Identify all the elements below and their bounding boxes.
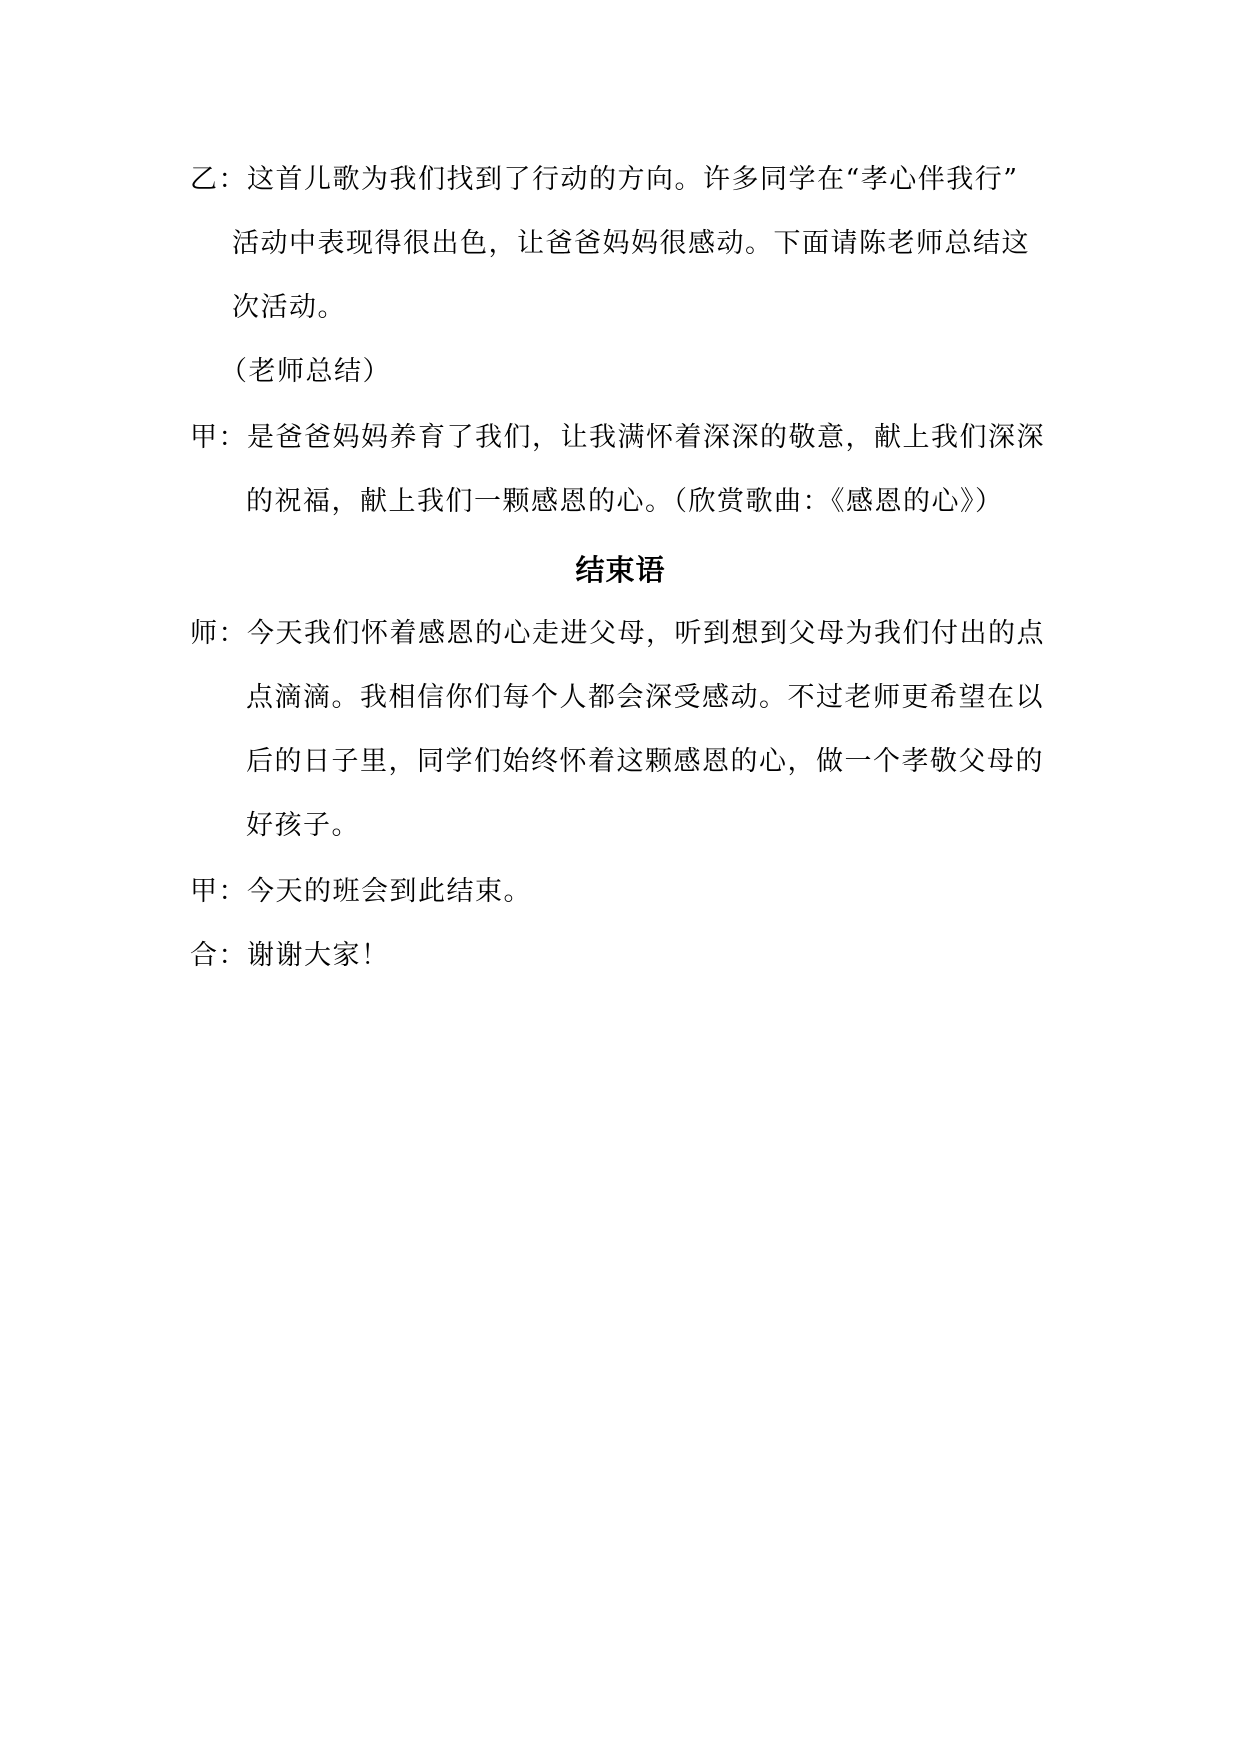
dialogue-jia-line-2: 的祝福，献上我们一颗感恩的心。（欣赏歌曲：《感恩的心》） bbox=[246, 486, 1004, 517]
dialogue-yi-line-3: 次活动。 bbox=[232, 292, 346, 323]
dialogue-jia-line-1: 甲：是爸爸妈妈养育了我们，让我满怀着深深的敬意，献上我们深深 bbox=[190, 422, 1045, 453]
dialogue-all-closing: 合：谢谢大家！ bbox=[190, 940, 390, 971]
section-heading: 结束语 bbox=[575, 553, 666, 587]
dialogue-yi-line-1: 乙：这首儿歌为我们找到了行动的方向。许多同学在“孝心伴我行” bbox=[190, 164, 1019, 195]
dialogue-jia-closing: 甲：今天的班会到此结束。 bbox=[190, 876, 532, 907]
dialogue-teacher-line-3: 后的日子里，同学们始终怀着这颗感恩的心，做一个孝敬父母的 bbox=[246, 746, 1044, 777]
dialogue-teacher-line-4: 好孩子。 bbox=[246, 810, 360, 841]
dialogue-teacher-line-2: 点滴滴。我相信你们每个人都会深受感动。不过老师更希望在以 bbox=[246, 682, 1044, 713]
dialogue-yi-line-2: 活动中表现得很出色，让爸爸妈妈很感动。下面请陈老师总结这 bbox=[232, 228, 1030, 259]
stage-note: （老师总结） bbox=[220, 356, 391, 387]
dialogue-teacher-line-1: 师：今天我们怀着感恩的心走进父母，听到想到父母为我们付出的点 bbox=[190, 618, 1045, 649]
